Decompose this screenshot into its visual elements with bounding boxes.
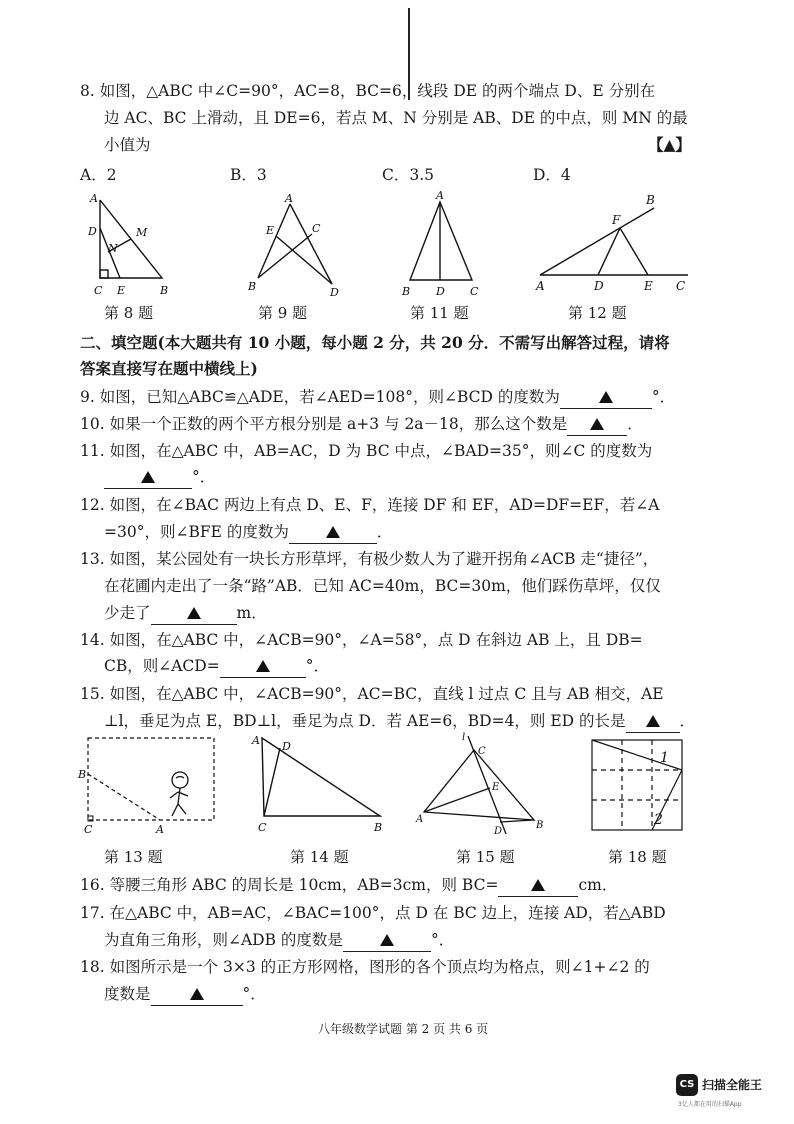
q9-text: 9. 如图，已知△ABC≌△ADE，若∠AED=108°，则∠BCD 的度数为 xyxy=(80,388,560,406)
fig9-label-d: D xyxy=(330,286,339,299)
q17-suffix: °． xyxy=(430,931,455,949)
q16-suffix: cm． xyxy=(578,876,618,894)
q16-answer-blank[interactable] xyxy=(498,874,578,897)
fig13-label-c: C xyxy=(84,823,93,836)
q17-line1: 17. 在△ABC 中，AB=AC，∠BAC=100°，点 D 在 BC 边上，连接 AD，若△ABD xyxy=(80,904,666,922)
q17-text: 为直角三角形，则∠ADB 的度数是 xyxy=(104,931,343,949)
fig12-label-b: B xyxy=(646,193,655,207)
triangle-icon xyxy=(190,988,204,1000)
q8-option-b: B．3 xyxy=(230,166,267,184)
figure-q8 xyxy=(80,190,180,300)
fig14-label-c: C xyxy=(258,821,267,834)
q12-answer-blank[interactable] xyxy=(289,521,377,544)
fig11-label-a: A xyxy=(436,189,444,202)
q16 xyxy=(80,874,617,897)
q13-text: 少走了 xyxy=(104,604,151,622)
fig12-label-a: A xyxy=(536,279,545,293)
fig8-label-e: E xyxy=(117,284,126,297)
figure-q15 xyxy=(414,730,554,840)
q9-suffix: °． xyxy=(651,388,676,406)
section2-heading-cont: 答案直接写在题中横线上) xyxy=(80,359,258,378)
section2-heading: 二、填空题(本大题共有 10 小题，每小题 2 分，共 20 分．不需写出解答过程，请将 xyxy=(80,333,670,352)
fig13-label-b: B xyxy=(78,768,87,781)
q18-line2 xyxy=(104,983,266,1006)
fig11-label-b: B xyxy=(402,285,411,298)
triangle-icon xyxy=(380,934,394,946)
fig14-label-a: A xyxy=(252,734,260,747)
triangle-icon xyxy=(531,879,545,891)
fig11-label-c: C xyxy=(470,285,479,298)
caption-fig11: 第 11 题 xyxy=(410,304,469,322)
q8-option-c: C．3.5 xyxy=(382,166,435,184)
fig12-label-f: F xyxy=(612,213,621,227)
fig8-label-c: C xyxy=(94,284,103,297)
q8-answer-mark: 【▲】 xyxy=(648,135,691,154)
fig9-label-e: E xyxy=(266,224,275,237)
q12-suffix: ． xyxy=(376,523,393,541)
q14-suffix: °． xyxy=(305,657,329,675)
q15-text: ⊥l，垂足为点 E，BD⊥l，垂足为点 D．若 AE=6，BD=4，则 ED 的长是 xyxy=(104,712,626,730)
fig12-label-c: C xyxy=(676,279,686,293)
q17-answer-blank[interactable] xyxy=(343,929,431,952)
q11-line2 xyxy=(104,466,215,489)
fig9-label-c: C xyxy=(312,222,321,235)
fig18-angle-1: 1 xyxy=(660,750,669,766)
q13-suffix: m． xyxy=(236,604,267,622)
q8-option-d: D．4 xyxy=(533,166,571,184)
triangle-icon xyxy=(141,471,155,483)
figure-q14 xyxy=(244,730,394,836)
page-footer: 八年级数学试题 第 2 页 共 6 页 xyxy=(318,1022,489,1036)
fig15-label-b: B xyxy=(536,820,544,831)
q8-option-a: A．2 xyxy=(80,166,117,184)
q14-line2 xyxy=(104,655,329,678)
q15-suffix: ． xyxy=(679,712,696,730)
q13-line1: 13. 如图，某公园处有一块长方形草坪，有极少数人为了避开拐角∠ACB 走“捷径”， xyxy=(80,550,659,568)
triangle-icon xyxy=(187,607,201,619)
fig9-label-b: B xyxy=(248,280,257,293)
fig8-label-b: B xyxy=(160,284,169,297)
fig15-label-l: l xyxy=(462,732,466,743)
triangle-icon xyxy=(256,660,270,672)
fig12-label-e: E xyxy=(644,279,653,293)
q11-suffix: °． xyxy=(192,468,216,486)
fig8-label-d: D xyxy=(88,225,97,238)
figure-q9 xyxy=(240,190,350,300)
caption-fig13: 第 13 题 xyxy=(104,848,163,866)
q14-answer-blank[interactable] xyxy=(220,655,306,678)
triangle-icon xyxy=(326,526,340,538)
camscanner-tagline: 3亿人都在用的扫描App xyxy=(678,1101,742,1108)
triangle-icon xyxy=(590,418,604,430)
q13-answer-blank[interactable] xyxy=(151,602,237,625)
q8-line1: 8. 如图，△ABC 中∠C=90°，AC=8，BC=6，线段 DE 的两个端点 D、E 分别在 xyxy=(80,82,656,100)
q15-line1: 15. 如图，在△ABC 中，∠ACB=90°，AC=BC，直线 l 过点 C 且与 AB 相交，AE xyxy=(80,685,664,703)
fig11-label-d: D xyxy=(436,285,445,298)
q12-text: =30°，则∠BFE 的度数为 xyxy=(104,523,289,541)
q18-line1: 18. 如图所示是一个 3×3 的正方形网格，图形的各个顶点均为格点，则∠1+∠2 的 xyxy=(80,958,650,976)
fig8-label-a: A xyxy=(90,192,98,205)
fig14-label-d: D xyxy=(282,740,291,753)
q16-text: 16. 等腰三角形 ABC 的周长是 10cm，AB=3cm，则 BC= xyxy=(80,876,499,894)
caption-fig18: 第 18 题 xyxy=(608,848,667,866)
caption-fig8: 第 8 题 xyxy=(104,304,154,322)
q18-text: 度数是 xyxy=(104,985,151,1003)
q14-line1: 14. 如图，在△ABC 中，∠ACB=90°，∠A=58°，点 D 在斜边 AB 上，且 DB= xyxy=(80,631,643,649)
figure-q11 xyxy=(394,188,494,300)
q18-answer-blank[interactable] xyxy=(151,983,243,1006)
q10-suffix: ． xyxy=(627,415,643,433)
q11-answer-blank[interactable] xyxy=(104,466,192,489)
figure-q12 xyxy=(530,188,700,300)
figure-q13 xyxy=(76,732,222,836)
caption-fig12: 第 12 题 xyxy=(568,304,627,322)
q15-answer-blank[interactable] xyxy=(626,710,680,733)
fig12-label-d: D xyxy=(594,279,604,293)
q13-line3 xyxy=(104,602,267,625)
fig8-label-m: M xyxy=(136,226,148,239)
fig13-label-a: A xyxy=(156,823,164,836)
q17-line2 xyxy=(104,929,454,952)
q12-line1: 12. 如图，在∠BAC 两边上有点 D、E、F，连接 DF 和 EF，AD=DF=EF，若∠A xyxy=(80,496,660,514)
q10 xyxy=(80,413,643,436)
camscanner-logo: CS xyxy=(676,1074,698,1096)
q9 xyxy=(80,386,675,409)
q9-answer-blank[interactable] xyxy=(560,386,652,409)
triangle-icon xyxy=(599,391,613,403)
q11-line1: 11. 如图，在△ABC 中，AB=AC，D 为 BC 中点，∠BAD=35°，则∠C 的度数为 xyxy=(80,442,653,460)
q15-line2 xyxy=(104,710,695,733)
caption-fig15: 第 15 题 xyxy=(456,848,515,866)
fig8-label-n: N xyxy=(108,242,118,255)
fig15-label-e: E xyxy=(492,782,500,793)
fig9-label-a: A xyxy=(285,192,293,205)
caption-fig9: 第 9 题 xyxy=(258,304,308,322)
q8-line2: 边 AC、BC 上滑动，且 DE=6，若点 M、N 分别是 AB、DE 的中点，则 MN 的最 xyxy=(104,109,688,127)
walking-person-icon xyxy=(170,772,188,816)
fig14-label-b: B xyxy=(374,821,383,834)
fig18-angle-2: 2 xyxy=(654,812,663,828)
caption-fig14: 第 14 题 xyxy=(290,848,349,866)
q12-line2 xyxy=(104,521,392,544)
triangle-icon xyxy=(646,715,660,727)
q18-suffix: °． xyxy=(242,985,266,1003)
fig15-label-c: C xyxy=(478,746,486,757)
q10-text: 10. 如果一个正数的两个平方根分别是 a+3 与 2a－18，那么这个数是 xyxy=(80,415,568,433)
q13-line2: 在花圃内走出了一条“路”AB．已知 AC=40m，BC=30m，他们踩伤草坪，仅仅 xyxy=(104,577,661,595)
q14-text: CB，则∠ACD= xyxy=(104,657,220,675)
fig15-label-d: D xyxy=(494,826,503,837)
q8-line3: 小值为 xyxy=(104,136,151,154)
q10-answer-blank[interactable] xyxy=(567,413,627,436)
figure-q18 xyxy=(584,736,688,836)
camscanner-name: 扫描全能王 xyxy=(702,1078,763,1092)
fig15-label-a: A xyxy=(416,814,424,825)
